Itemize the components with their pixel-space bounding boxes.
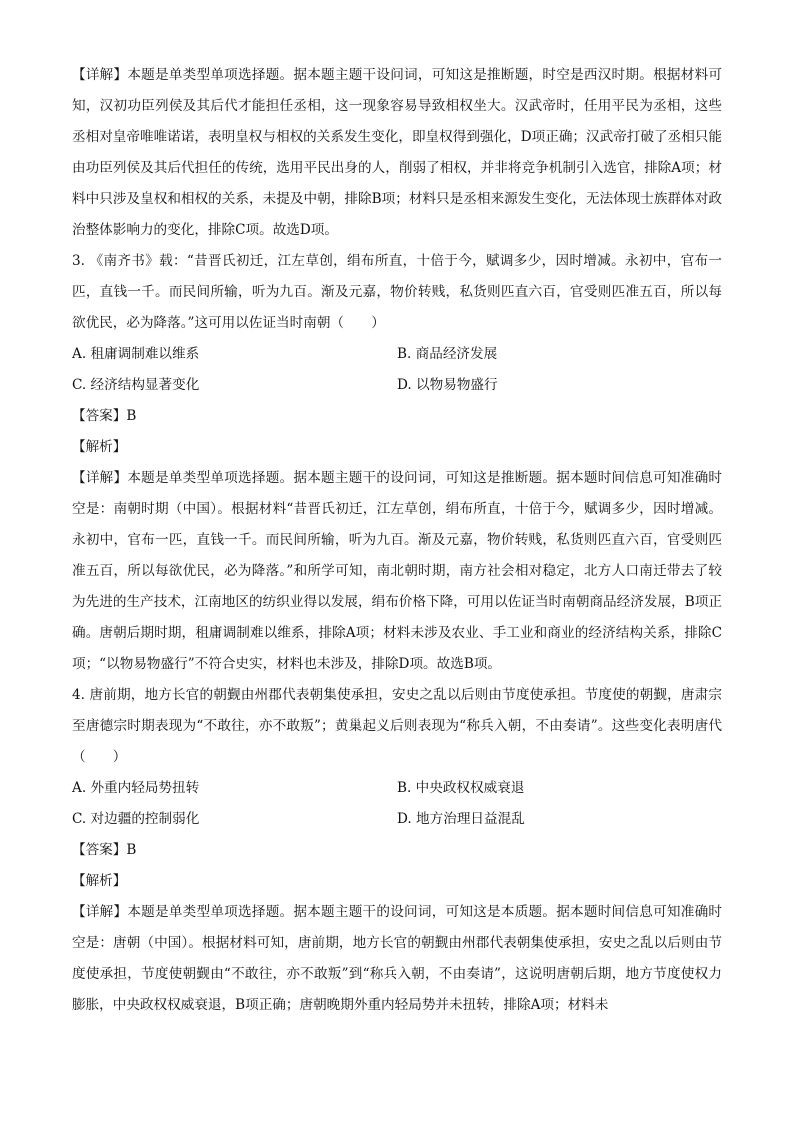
q3-options: [72, 339, 722, 401]
q4-analysis-label: 【解析】: [72, 873, 127, 889]
q3-option-a: A. 租庸调制难以维系: [72, 346, 200, 362]
q4-options: [72, 773, 722, 835]
q4-option-c: C. 对边疆的控制弱化: [72, 811, 200, 827]
q3-analysis-label: 【解析】: [72, 439, 127, 455]
q4-option-b: B. 中央政权权威衰退: [397, 780, 525, 796]
q4-explanation: 【详解】本题是单类型单项选择题。据本题主题干的设问词，可知这是本质题。据本题时间信息可知准确时空是：唐朝（中国）。根据材料可知，唐前期，地方长官的朝觐由州郡代表朝集使承担，安史之乱以后则由节度使承担，节度使朝觐由“不敢往，亦不敢叛”到“称兵入朝，不由奏请”，这说明唐朝后期，地方节度使权力膨胀，中央政权权威衰退，B项正确；唐朝晚期外重内轻局势并未扭转，排除A项；材料未: [72, 904, 722, 1013]
q4-option-d: D. 地方治理日益混乱: [397, 811, 525, 827]
q4-answer: 【答案】B: [72, 842, 137, 858]
q4-stem: 4. 唐前期，地方长官的朝觐由州郡代表朝集使承担，安史之乱以后则由节度使承担。节度使的朝觐，唐肃宗至唐德宗时期表现为“不敢往，亦不敢叛”；黄巢起义后则表现为“称兵入朝，不由奏请”。这些变化表明唐代（ ）: [72, 687, 722, 765]
q3-option-d: D. 以物易物盛行: [397, 377, 498, 393]
document-page: [72, 60, 722, 1021]
q3-option-b: B. 商品经济发展: [397, 346, 498, 362]
q2-explanation: 【详解】本题是单类型单项选择题。据本题主题干设问词，可知这是推断题，时空是西汉时期。根据材料可知，汉初功臣列侯及其后代才能担任丞相，这一现象容易导致相权坐大。汉武帝时，任用平民为丞相，这些丞相对皇帝唯唯诺诺，表明皇权与相权的关系发生变化，即皇权得到强化，D项正确；汉武帝打破了丞相只能由功臣列侯及其后代担任的传统，选用平民出身的人，削弱了相权，并非将竞争机制引入选官，排除A项；材料中只涉及皇权和相权的关系，未提及中朝，排除B项；材料只是丞相来源发生变化，无法体现士族群体对政治整体影响力的变化，排除C项。故选D项。: [72, 67, 722, 238]
q3-stem: 3. 《南齐书》载：“昔晋氏初迁，江左草创，绢布所直，十倍于今，赋调多少，因时增减。永初中，官布一匹，直钱一千。而民间所输，听为九百。渐及元嘉，物价转贱，私货则匹直六百，官受则匹准五百，所以每欲优民，必为降落。”这可用以佐证当时南朝（ ）: [72, 253, 722, 331]
q3-answer: 【答案】B: [72, 408, 137, 424]
q4-option-a: A. 外重内轻局势扭转: [72, 780, 200, 796]
q3-option-c: C. 经济结构显著变化: [72, 377, 200, 393]
q3-explanation: 【详解】本题是单类型单项选择题。据本题主题干的设问词，可知这是推断题。据本题时间信息可知准确时空是：南朝时期（中国）。根据材料“昔晋氏初迁，江左草创，绢布所直，十倍于今，赋调多少，因时增减。永初中，官布一匹，直钱一千。而民间所输，听为九百。渐及元嘉，物价转贱，私货则匹直六百，官受则匹准五百，所以每欲优民，必为降落。”和所学可知，南北朝时期，南方社会相对稳定，北方人口南迁带去了较为先进的生产技术，江南地区的纺织业得以发展，绢布价格下降，可用以佐证当时南朝商品经济发展，B项正确。唐朝后期时期，租庸调制难以维系，排除A项；材料未涉及农业、手工业和商业的经济结构关系，排除C项；“以物易物盛行”不符合史实，材料也未涉及，排除D项。故选B项。: [72, 470, 722, 672]
